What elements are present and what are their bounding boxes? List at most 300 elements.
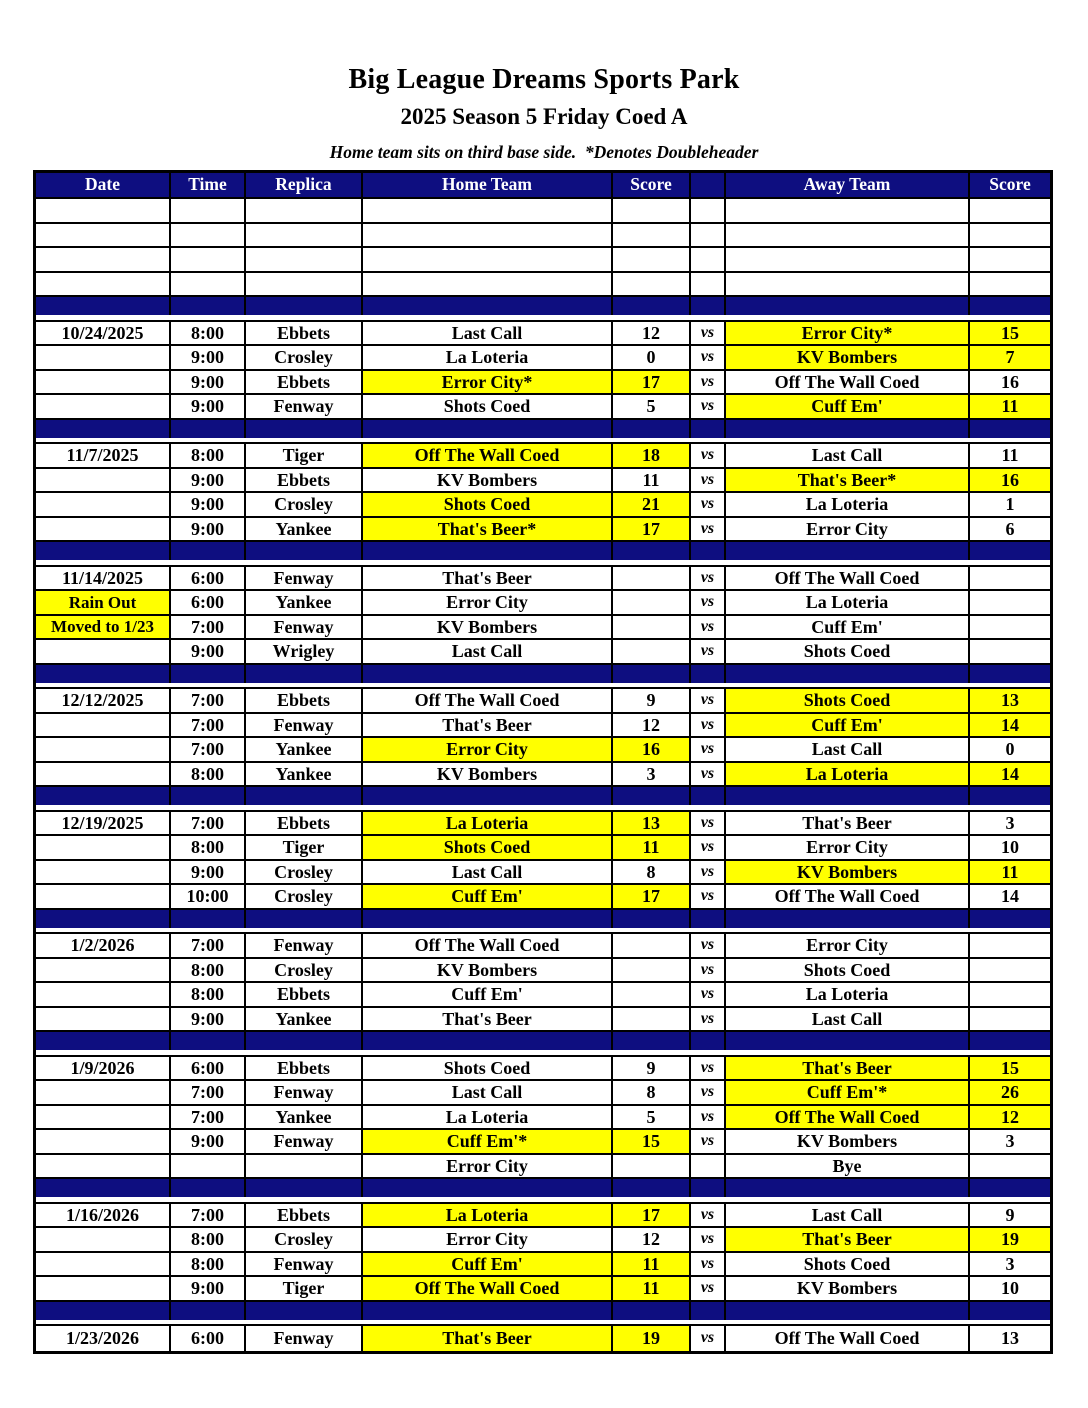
away-score-cell: 0 [1005,739,1015,760]
time-cell: 9:00 [171,1277,246,1300]
game-row [36,346,1050,371]
game-row [36,493,1050,518]
home-score-cell [613,983,691,1006]
separator-cell [171,420,246,438]
home-score-cell: 21 [613,493,691,516]
time-cell: 8:00 [171,836,246,859]
away-team-cell: Shots Coed [726,1253,970,1276]
away-team-cell: KV Bombers [726,861,970,884]
time-cell: 7:00 [171,934,246,957]
away-team-cell: That's Beer* [726,469,970,492]
column-header-replica: Replica [246,173,363,197]
away-score-cell [970,1155,1050,1178]
date-cell [36,518,171,541]
away-team-cell: KV Bombers [726,1130,970,1153]
separator-cell [363,1032,613,1050]
game-row [36,1253,1050,1278]
replica-cell: Ebbets [246,371,363,394]
empty-time-cell [171,273,246,296]
separator-cell [363,665,613,683]
page-note: Home team sits on third base side. *Denotes Doubleheader [329,142,759,162]
away-score-cell: 7 [970,346,1050,369]
separator-cell [36,1032,171,1050]
date-cell [36,371,171,394]
separator-cell [691,542,726,560]
home-team-cell: Error City [363,591,613,614]
separator-row [36,1302,1050,1327]
home-team-cell: Error City [363,1228,613,1251]
home-team-cell: KV Bombers [363,469,613,492]
empty-away-score-cell [970,273,1050,296]
away-team-cell: Error City* [726,322,970,345]
away-team-cell: Error City [726,518,970,541]
home-team-cell: KV Bombers [363,616,613,639]
time-cell: 9:00 [171,1008,246,1031]
column-header-home-score: Score [613,173,691,197]
away-score-cell [970,1008,1050,1031]
table-header-row [36,173,1050,199]
home-score-cell [613,640,691,663]
separator-cell [613,1302,691,1320]
separator-row [36,1179,1050,1204]
away-team-cell: Shots Coed [726,959,970,982]
home-team-cell: Off The Wall Coed [363,444,613,467]
date-cell [36,395,171,418]
away-team-cell: La Loteria [726,591,970,614]
away-score-cell: 26 [970,1081,1050,1104]
game-row [36,1204,1050,1229]
column-header-date: Date [36,173,171,197]
away-team-cell: La Loteria [726,493,970,516]
home-team-cell: Cuff Em'* [363,1130,613,1153]
separator-cell [613,542,691,560]
date-cell: 12/19/2025 [36,812,171,835]
separator-cell [171,910,246,928]
away-team-cell: Shots Coed [726,640,970,663]
page-title: Big League Dreams Sports Park [348,64,740,95]
home-team-cell: Error City [363,1155,613,1178]
away-team-cell: Shots Coed [726,689,970,712]
separator-row [36,910,1050,935]
date-cell [36,836,171,859]
replica-cell: Ebbets [246,1057,363,1080]
replica-cell: Crosley [246,861,363,884]
separator-cell [970,787,1050,805]
replica-cell: Yankee [246,1106,363,1129]
away-score-cell: 3 [1005,1131,1015,1152]
separator-cell [970,1179,1050,1197]
date-cell [36,714,171,737]
replica-cell: Crosley [246,346,363,369]
away-team-cell: Off The Wall Coed [726,1106,970,1129]
home-team-cell: That's Beer [363,1008,613,1031]
time-cell: 7:00 [171,616,246,639]
game-row [36,1228,1050,1253]
vs-cell: vs [691,714,726,737]
game-row [36,1326,1050,1351]
home-score-cell: 19 [613,1326,691,1351]
separator-cell [36,297,171,315]
time-cell: 7:00 [171,738,246,761]
empty-time-cell [171,199,246,222]
away-team-cell: Bye [726,1155,970,1178]
separator-cell [970,297,1050,315]
home-score-cell: 17 [613,885,691,908]
away-team-cell: Last Call [726,1204,970,1227]
home-score-cell: 12 [613,322,691,345]
home-score-cell: 9 [613,1057,691,1080]
replica-cell [246,1155,363,1178]
separator-cell [613,420,691,438]
home-score-cell [613,934,691,957]
separator-cell [613,297,691,315]
vs-cell: vs [691,812,726,835]
away-team-cell: Last Call [726,1008,970,1031]
away-score-cell: 19 [970,1228,1050,1251]
away-score-cell: 14 [970,763,1050,786]
vs-cell: vs [691,836,726,859]
game-row [36,738,1050,763]
vs-cell: vs [691,1277,726,1300]
separator-cell [171,297,246,315]
home-score-cell: 17 [613,518,691,541]
separator-row [36,420,1050,445]
replica-cell: Fenway [246,395,363,418]
home-team-cell: La Loteria [363,346,613,369]
game-row [36,1277,1050,1302]
home-score-cell: 13 [613,812,691,835]
empty-vs-cell [691,273,726,296]
time-cell: 8:00 [171,444,246,467]
separator-cell [246,787,363,805]
vs-cell: vs [691,395,726,418]
empty-row [36,248,1050,273]
away-score-cell [970,934,1050,957]
home-team-cell: Last Call [363,640,613,663]
home-team-cell: Off The Wall Coed [363,1277,613,1300]
away-team-cell: La Loteria [726,983,970,1006]
away-score-cell: 16 [1001,371,1019,392]
home-score-cell: 17 [613,1204,691,1227]
vs-cell: vs [691,861,726,884]
date-cell [36,1253,171,1276]
separator-cell [691,1302,726,1320]
away-score-cell: 14 [1001,886,1019,907]
separator-cell [691,910,726,928]
date-cell [36,738,171,761]
time-cell: 8:00 [171,959,246,982]
separator-cell [36,665,171,683]
separator-cell [691,420,726,438]
away-team-cell: Off The Wall Coed [726,1326,970,1351]
time-cell: 9:00 [171,1130,246,1153]
home-team-cell: Shots Coed [363,395,613,418]
home-team-cell: KV Bombers [363,959,613,982]
replica-cell: Ebbets [246,812,363,835]
separator-cell [691,1179,726,1197]
home-team-cell: That's Beer [363,1326,613,1351]
time-cell: 6:00 [171,1057,246,1080]
date-cell: 10/24/2025 [36,322,171,345]
home-score-cell: 15 [613,1130,691,1153]
vs-cell: vs [691,959,726,982]
home-score-cell [613,616,691,639]
away-team-cell: Off The Wall Coed [726,885,970,908]
game-row [36,934,1050,959]
separator-cell [36,1179,171,1197]
away-team-cell: Last Call [726,444,970,467]
away-score-cell [970,640,1050,663]
empty-vs-cell [691,199,726,222]
time-cell: 7:00 [171,1106,246,1129]
separator-row [36,787,1050,812]
separator-cell [726,1032,970,1050]
game-row [36,1106,1050,1131]
away-team-cell: Error City [726,836,970,859]
game-row [36,714,1050,739]
home-team-cell: Error City [363,738,613,761]
empty-replica-cell [246,273,363,296]
home-team-cell: Cuff Em' [363,983,613,1006]
column-header-home-team: Home Team [363,173,613,197]
separator-row [36,297,1050,322]
time-cell: 6:00 [171,591,246,614]
separator-cell [726,910,970,928]
time-cell [171,1155,246,1178]
home-team-cell: Off The Wall Coed [363,934,613,957]
home-score-cell: 11 [613,1277,691,1300]
home-team-cell: La Loteria [363,1106,613,1129]
date-cell [36,861,171,884]
vs-cell: vs [691,1081,726,1104]
vs-cell: vs [691,1130,726,1153]
time-cell: 7:00 [171,1081,246,1104]
empty-row [36,199,1050,224]
game-row [36,469,1050,494]
replica-cell: Fenway [246,1130,363,1153]
away-score-cell [970,616,1050,639]
separator-cell [246,420,363,438]
replica-cell: Yankee [246,1008,363,1031]
empty-time-cell [171,248,246,271]
column-header-vs [691,173,726,197]
date-cell [36,1228,171,1251]
time-cell: 7:00 [171,714,246,737]
replica-cell: Ebbets [246,689,363,712]
away-team-cell: Last Call [726,738,970,761]
separator-cell [246,665,363,683]
date-cell: 1/9/2026 [36,1057,171,1080]
separator-cell [36,910,171,928]
home-team-cell: Last Call [363,1081,613,1104]
time-cell: 7:00 [171,812,246,835]
time-cell: 8:00 [171,1253,246,1276]
date-note-cell: Moved to 1/23 [36,616,171,639]
date-cell: 12/12/2025 [36,689,171,712]
game-row [36,1081,1050,1106]
schedule-table [33,170,1053,1354]
game-row [36,1008,1050,1033]
replica-cell: Fenway [246,567,363,590]
separator-cell [36,420,171,438]
separator-row [36,665,1050,690]
away-team-cell: Cuff Em' [726,616,970,639]
home-score-cell: 11 [613,1253,691,1276]
away-team-cell: Off The Wall Coed [726,567,970,590]
date-cell [36,1155,171,1178]
separator-cell [970,1032,1050,1050]
date-cell [36,763,171,786]
page-subtitle: 2025 Season 5 Friday Coed A [400,104,688,129]
home-score-cell [613,567,691,590]
replica-cell: Ebbets [246,469,363,492]
vs-cell: vs [691,1326,726,1351]
vs-cell: vs [691,689,726,712]
away-score-cell: 11 [970,395,1050,418]
empty-away-team-cell [726,273,970,296]
time-cell: 8:00 [171,763,246,786]
replica-cell: Ebbets [246,322,363,345]
replica-cell: Tiger [246,444,363,467]
replica-cell: Yankee [246,763,363,786]
game-row [36,861,1050,886]
game-row [36,591,1050,616]
away-score-cell: 11 [970,861,1050,884]
away-score-cell: 13 [970,689,1050,712]
vs-cell: vs [691,1008,726,1031]
home-team-cell: Shots Coed [363,1057,613,1080]
time-cell: 8:00 [171,322,246,345]
separator-cell [613,787,691,805]
home-score-cell: 8 [613,861,691,884]
separator-cell [363,542,613,560]
separator-cell [171,1179,246,1197]
away-score-cell: 12 [970,1106,1050,1129]
empty-home-team-cell [363,273,613,296]
time-cell: 6:00 [171,1326,246,1351]
empty-vs-cell [691,248,726,271]
home-score-cell [613,1155,691,1178]
away-team-cell: La Loteria [726,763,970,786]
home-team-cell: That's Beer [363,567,613,590]
empty-home-team-cell [363,224,613,247]
replica-cell: Tiger [246,836,363,859]
away-score-cell: 15 [970,322,1050,345]
separator-cell [726,787,970,805]
empty-vs-cell [691,224,726,247]
separator-row [36,1032,1050,1057]
time-cell: 9:00 [171,346,246,369]
replica-cell: Yankee [246,518,363,541]
empty-home-team-cell [363,199,613,222]
away-score-cell [970,959,1050,982]
date-cell [36,1008,171,1031]
empty-row [36,224,1050,249]
away-score-cell: 9 [1005,1204,1015,1225]
separator-cell [613,1179,691,1197]
game-row [36,444,1050,469]
away-score-cell: 3 [1005,1253,1015,1274]
separator-cell [726,1179,970,1197]
separator-cell [363,1302,613,1320]
away-team-cell: That's Beer [726,1228,970,1251]
home-team-cell: La Loteria [363,1204,613,1227]
separator-cell [726,1302,970,1320]
replica-cell: Fenway [246,1081,363,1104]
date-cell [36,469,171,492]
away-team-cell: KV Bombers [726,1277,970,1300]
vs-cell: vs [691,616,726,639]
separator-cell [613,665,691,683]
empty-home-team-cell [363,248,613,271]
separator-cell [363,1179,613,1197]
home-score-cell: 5 [613,395,691,418]
game-row [36,640,1050,665]
column-header-away-score: Score [989,174,1031,195]
game-row [36,763,1050,788]
home-score-cell: 12 [613,1228,691,1251]
away-score-cell: 1 [1005,494,1015,515]
vs-cell: vs [691,371,726,394]
game-row [36,1130,1050,1155]
away-team-cell: Cuff Em' [726,395,970,418]
empty-time-cell [171,224,246,247]
empty-replica-cell [246,199,363,222]
away-score-cell: 16 [970,469,1050,492]
empty-date-cell [36,199,171,222]
separator-cell [613,1032,691,1050]
vs-cell: vs [691,885,726,908]
empty-home-score-cell [613,248,691,271]
date-cell: 11/7/2025 [36,444,171,467]
game-row [36,1155,1050,1180]
separator-cell [171,542,246,560]
vs-cell: vs [691,640,726,663]
empty-date-cell [36,248,171,271]
home-team-cell: That's Beer [363,714,613,737]
replica-cell: Crosley [246,493,363,516]
home-score-cell [613,591,691,614]
separator-cell [970,1302,1050,1320]
game-row [36,812,1050,837]
home-team-cell: KV Bombers [363,763,613,786]
game-row [36,689,1050,714]
replica-cell: Crosley [246,1228,363,1251]
replica-cell: Crosley [246,959,363,982]
empty-home-score-cell [613,199,691,222]
away-score-cell [970,567,1050,590]
away-score-cell: 15 [970,1057,1050,1080]
empty-away-team-cell [726,199,970,222]
separator-cell [691,665,726,683]
game-row [36,836,1050,861]
separator-cell [246,542,363,560]
separator-cell [363,787,613,805]
separator-cell [691,787,726,805]
home-team-cell: Last Call [363,322,613,345]
separator-cell [726,420,970,438]
vs-cell: vs [691,567,726,590]
replica-cell: Fenway [246,1326,363,1351]
home-team-cell: Last Call [363,861,613,884]
vs-cell: vs [691,591,726,614]
time-cell: 9:00 [171,493,246,516]
game-row [36,959,1050,984]
separator-cell [691,297,726,315]
replica-cell: Fenway [246,616,363,639]
empty-away-score-cell [970,199,1050,222]
home-team-cell: Shots Coed [363,493,613,516]
